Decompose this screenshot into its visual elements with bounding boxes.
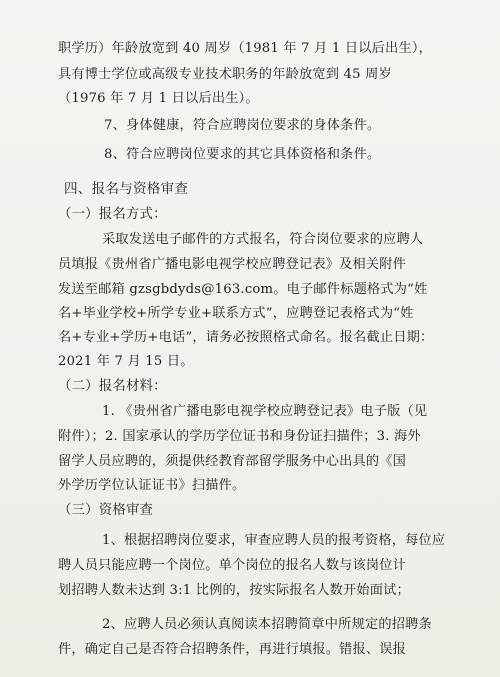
text-line: 1、根据招聘岗位要求，审查应聘人员的报考资格，每位应 [102, 533, 446, 548]
text-line: 留学人员应聘的，须提供经教育部留学服务中心出具的《国 [58, 454, 407, 469]
list-item: 8、符合应聘岗位要求的其它具体资格和条件。 [104, 147, 381, 162]
list-item: 7、身体健康，符合应聘岗位要求的身体条件。 [104, 118, 381, 133]
text-line: 划招聘人数未达到 3:1 比例的，按实际报名人数开始面试； [58, 583, 410, 598]
text-line: 件，确定自己是否符合招聘条件，再进行填报。错报、误报 [58, 642, 407, 657]
text-line: 1. 《贵州省广播电影电视学校应聘登记表》电子版（见 [102, 404, 428, 419]
text-line: 名+专业+学历+电话”，请务必按照格式命名。报名截止日期： [58, 330, 434, 345]
text-line: 2021 年 7 月 15 日。 [58, 354, 194, 369]
text-line: （1976 年 7 月 1 日以后出生）。 [58, 91, 259, 106]
section-heading: 四、报名与资格审查 [64, 181, 189, 197]
text-line: 采取发送电子邮件的方式报名，符合岗位要求的应聘人 [102, 232, 424, 247]
subsection-heading: （三）资格审查 [58, 503, 154, 518]
text-line: 具有博士学位或高级专业技术职务的年龄放宽到 45 周岁 [58, 67, 392, 82]
text-line: 聘人员只能应聘一个岗位。单个岗位的报名人数与该岗位计 [58, 558, 407, 573]
text-line: 发送至邮箱 gzsgbdyds@163.com。电子邮件标题格式为“姓 [58, 282, 428, 297]
subsection-heading: （一）报名方式： [58, 207, 167, 222]
text-line: 员填报《贵州省广播电影电视学校应聘登记表》及相关附件 [58, 257, 407, 272]
text-line: 名+毕业学校+所学专业+联系方式”，应聘登记表格式为“姓 [58, 306, 414, 321]
text-line: 2、应聘人员必须认真阅读本招聘简章中所规定的招聘条 [102, 617, 432, 632]
text-line: 附件）；2. 国家承认的学历学位证书和身份证扫描件；3. 海外 [58, 429, 421, 444]
text-line: 外学历学位认证证书》扫描件。 [58, 478, 246, 493]
text-line: 职学历）年龄放宽到 40 周岁（1981 年 7 月 1 日以后出生）， [58, 41, 433, 56]
subsection-heading: （二）报名材料： [58, 379, 167, 394]
